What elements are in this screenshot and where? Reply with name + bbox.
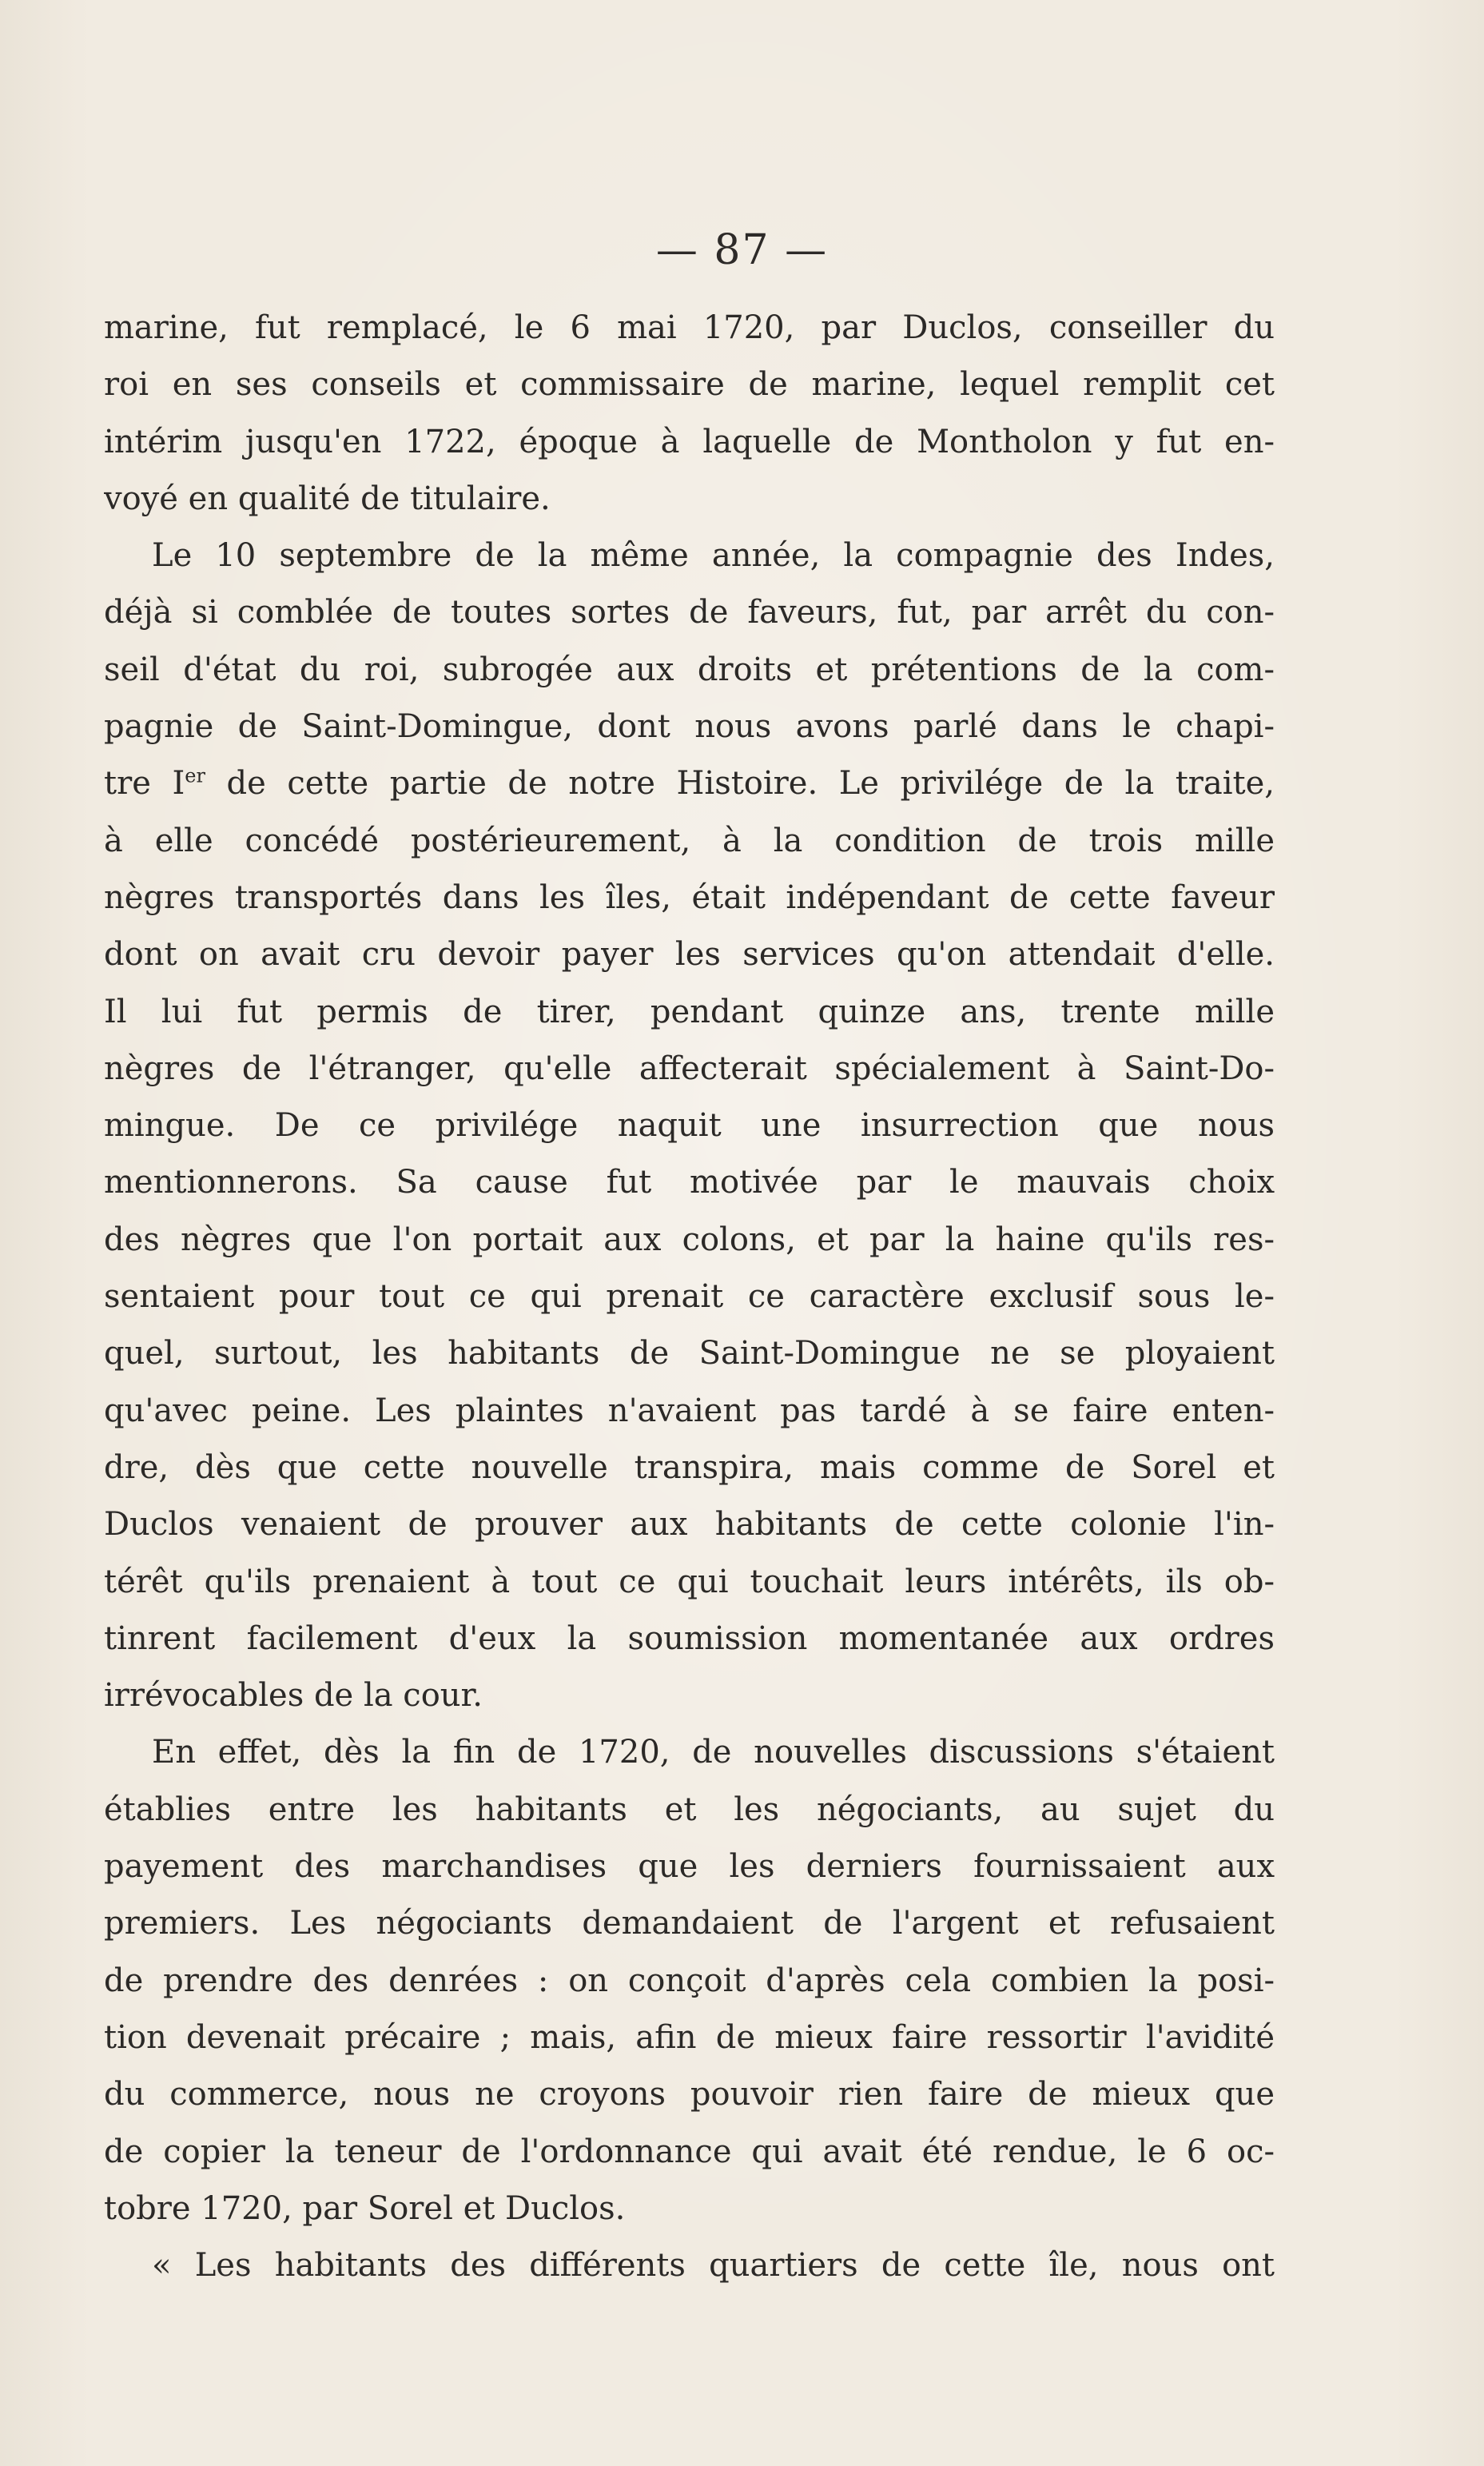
text-line: pagnie de Saint-Domingue, dont nous avons parlé dans le chapi- — [104, 708, 1275, 746]
text-line: déjà si comblée de toutes sortes de faveurs, fut, par arrêt du con- — [104, 594, 1275, 631]
text-line: mingue. De ce privilége naquit une insurrection que nous — [104, 1107, 1275, 1145]
text-line-chapter-ref — [104, 755, 1275, 812]
paragraph-start-line: « Les habitants des différents quartiers de cette île, nous ont — [152, 2247, 1275, 2285]
text-line: Il lui fut permis de tirer, pendant quinze ans, trente mille — [104, 993, 1275, 1030]
text-line: voyé en qualité de titulaire. — [104, 480, 551, 517]
chapter-roman: I — [172, 765, 185, 803]
body-text — [104, 300, 1275, 2294]
text-line: des nègres que l'on portait aux colons, et par la haine qu'ils res- — [104, 1221, 1275, 1258]
chapter-rest: de cette partie de notre Histoire. Le privilége de la traite, — [226, 765, 1275, 803]
paragraph-start-line: Le 10 septembre de la même année, la compagnie des Indes, — [152, 537, 1275, 575]
text-line: sentaient pour tout ce qui prenait ce caractère exclusif sous le- — [104, 1278, 1275, 1316]
text-line: quel, surtout, les habitants de Saint-Domingue ne se ployaient — [104, 1335, 1275, 1372]
text-line: Duclos venaient de prouver aux habitants de cette colonie l'in- — [104, 1506, 1275, 1544]
text-line: de copier la teneur de l'ordonnance qui avait été rendue, le 6 oc- — [104, 2133, 1275, 2170]
chapter-superscript: er — [185, 765, 205, 788]
text-line: tobre 1720, par Sorel et Duclos. — [104, 2189, 626, 2227]
chapter-word: tre — [104, 765, 151, 803]
paragraph-start-line: En effet, dès la fin de 1720, de nouvelles discussions s'étaient — [152, 1734, 1275, 1771]
text-line: du commerce, nous ne croyons pouvoir rien faire de mieux que — [104, 2076, 1275, 2113]
text-line: irrévocables de la cour. — [104, 1677, 483, 1715]
page-number: — 87 — — [655, 226, 829, 274]
text-line: dont on avait cru devoir payer les services qu'on attendait d'elle. — [104, 936, 1275, 974]
text-line: tinrent facilement d'eux la soumission momentanée aux ordres — [104, 1619, 1275, 1657]
text-line: seil d'état du roi, subrogée aux droits et prétentions de la com- — [104, 651, 1275, 688]
text-line: tion devenait précaire ; mais, afin de mieux faire ressortir l'avidité — [104, 2018, 1275, 2056]
text-line: qu'avec peine. Les plaintes n'avaient pas tardé à se faire enten- — [104, 1392, 1275, 1429]
text-line: nègres de l'étranger, qu'elle affecterait spécialement à Saint-Do- — [104, 1050, 1275, 1087]
text-line: roi en ses conseils et commissaire de marine, lequel remplit cet — [104, 366, 1275, 404]
text-line: à elle concédé postérieurement, à la condition de trois mille — [104, 822, 1275, 859]
text-line: mentionnerons. Sa cause fut motivée par le mauvais choix — [104, 1164, 1275, 1201]
text-line: nègres transportés dans les îles, était indépendant de cette faveur — [104, 878, 1275, 916]
text-line: de prendre des denrées : on conçoit d'après cela combien la posi- — [104, 1962, 1275, 1999]
text-line: dre, dès que cette nouvelle transpira, mais comme de Sorel et — [104, 1448, 1275, 1486]
text-line: intérim jusqu'en 1722, époque à laquelle de Montholon y fut en- — [104, 423, 1275, 460]
text-line: payement des marchandises que les derniers fournissaient aux — [104, 1848, 1275, 1886]
text-line: marine, fut remplacé, le 6 mai 1720, par Duclos, conseiller du — [104, 309, 1275, 346]
text-line: térêt qu'ils prenaient à tout ce qui touchait leurs intérêts, ils ob- — [104, 1563, 1275, 1600]
text-line: premiers. Les négociants demandaient de l'argent et refusaient — [104, 1905, 1275, 1942]
text-line: établies entre les habitants et les négociants, au sujet du — [104, 1791, 1275, 1828]
